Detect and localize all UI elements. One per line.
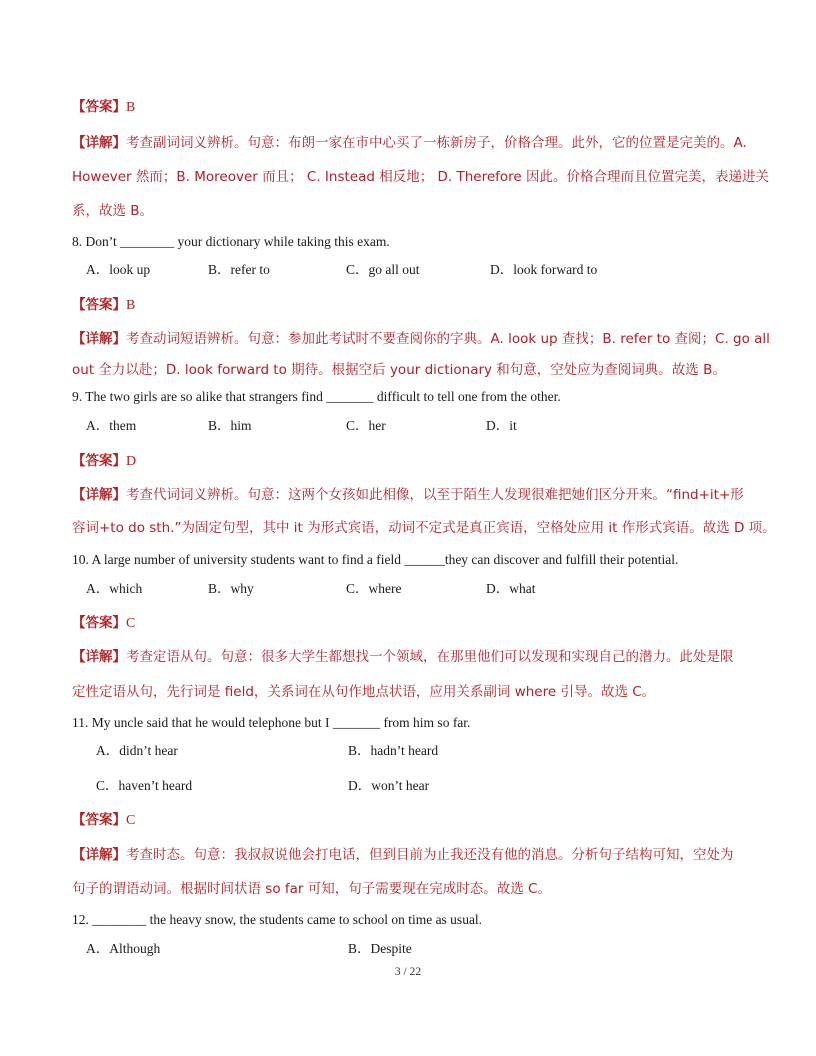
answer-label: 【答案】 — [72, 615, 126, 631]
detail-label: 【详解】 — [72, 331, 126, 347]
detail-8-line-2: out 全力以赴；D. look forward to 期待。根据空后 your dictionary 和句意，空处应为查阅词典。故选 B。 — [72, 362, 726, 378]
answer-9 — [72, 452, 136, 471]
detail-10-line-1 — [72, 648, 734, 666]
detail-9-line-2: 容词+to do sth.”为固定句型，其中 it 为形式宾语，动词不定式是真正宾语，空格处应用 it 作形式宾语。故选 D 项。 — [72, 520, 776, 536]
answer-value: C — [126, 813, 136, 828]
question-12-stem: 12. ________ the heavy snow, the students came to school on time as usual. — [72, 912, 483, 927]
detail-10-line-2: 定性定语从句，先行词是 field，关系词在从句作地点状语，应用关系副词 where 引导。故选 C。 — [72, 684, 656, 700]
answer-value: D — [126, 454, 137, 469]
detail-text: 考查定语从句。句意：很多大学生都想找一个领域，在那里他们可以发现和实现自己的潜力。此处是限 — [126, 649, 734, 665]
question-11-option-c: C．haven’t heard — [96, 778, 193, 793]
answer-value: B — [126, 298, 136, 313]
question-10-option-b: B．why — [208, 581, 254, 596]
detail-text: 考查代词词义辨析。句意：这两个女孩如此相像，以至于陌生人发现很难把她们区分开来。“find+it+形 — [126, 487, 744, 503]
question-9-option-a: A．them — [86, 418, 137, 433]
answer-value: C — [126, 616, 136, 631]
question-8-stem: 8. Don’t ________ your dictionary while taking this exam. — [72, 234, 390, 249]
answer-8 — [72, 296, 135, 315]
answer-10 — [72, 614, 135, 633]
detail-7-line-2: However 然而；B. Moreover 而且； C. Instead 相反地； D. Therefore 因此。价格合理而且位置完美，表递进关 — [72, 169, 770, 185]
detail-7-line-3: 系，故选 B。 — [72, 203, 154, 219]
question-8-option-b: B．refer to — [208, 262, 270, 277]
answer-11 — [72, 811, 135, 830]
detail-text: 考查副词词义辨析。句意：布朗一家在市中心买了一栋新房子，价格合理。此外，它的位置是完美的。A. — [126, 135, 747, 151]
answer-label: 【答案】 — [72, 453, 126, 469]
page-number: 3 / 22 — [394, 966, 422, 978]
question-9-option-c: C．her — [346, 418, 386, 433]
question-11-stem: 11. My uncle said that he would telephone but I _______ from him so far. — [72, 715, 471, 730]
detail-7-line-1 — [72, 134, 747, 152]
detail-9-line-1 — [72, 486, 744, 504]
answer-label: 【答案】 — [72, 297, 126, 313]
question-11-option-a: A．didn’t hear — [96, 743, 178, 758]
question-11-option-b: B．hadn’t heard — [348, 743, 439, 758]
detail-8-line-1 — [72, 330, 770, 348]
detail-label: 【详解】 — [72, 847, 126, 863]
answer-7 — [72, 98, 135, 117]
question-10-option-d: D．what — [486, 581, 536, 596]
question-9-stem: 9. The two girls are so alike that strangers find _______ difficult to tell one from the other. — [72, 389, 561, 404]
detail-11-line-2: 句子的谓语动词。根据时间状语 so far 可知，句子需要现在完成时态。故选 C。 — [72, 881, 551, 897]
detail-text: 考查动词短语辨析。句意：参加此考试时不要查阅你的字典。A. look up 查找；B. refer to 查阅；C. go all — [126, 331, 770, 347]
detail-label: 【详解】 — [72, 649, 126, 665]
question-8-option-a: A．look up — [86, 262, 151, 277]
answer-label: 【答案】 — [72, 812, 126, 828]
detail-label: 【详解】 — [72, 135, 126, 151]
question-12-option-b: B．Despite — [348, 941, 412, 956]
detail-label: 【详解】 — [72, 487, 126, 503]
question-10-option-a: A．which — [86, 581, 143, 596]
question-9-option-d: D．it — [486, 418, 517, 433]
question-10-stem: 10. A large number of university students want to find a field ______they can discover and fulfill their potential. — [72, 552, 679, 567]
detail-11-line-1 — [72, 846, 734, 864]
question-12-option-a: A．Although — [86, 941, 161, 956]
answer-value: B — [126, 100, 136, 115]
question-9-option-b: B．him — [208, 418, 252, 433]
answer-label: 【答案】 — [72, 99, 126, 115]
question-8-option-c: C．go all out — [346, 262, 420, 277]
detail-text: 考查时态。句意：我叔叔说他会打电话，但到目前为止我还没有他的消息。分析句子结构可知，空处为 — [126, 847, 734, 863]
question-10-option-c: C．where — [346, 581, 402, 596]
question-11-option-d: D．won’t hear — [348, 778, 430, 793]
question-8-option-d: D．look forward to — [490, 262, 598, 277]
